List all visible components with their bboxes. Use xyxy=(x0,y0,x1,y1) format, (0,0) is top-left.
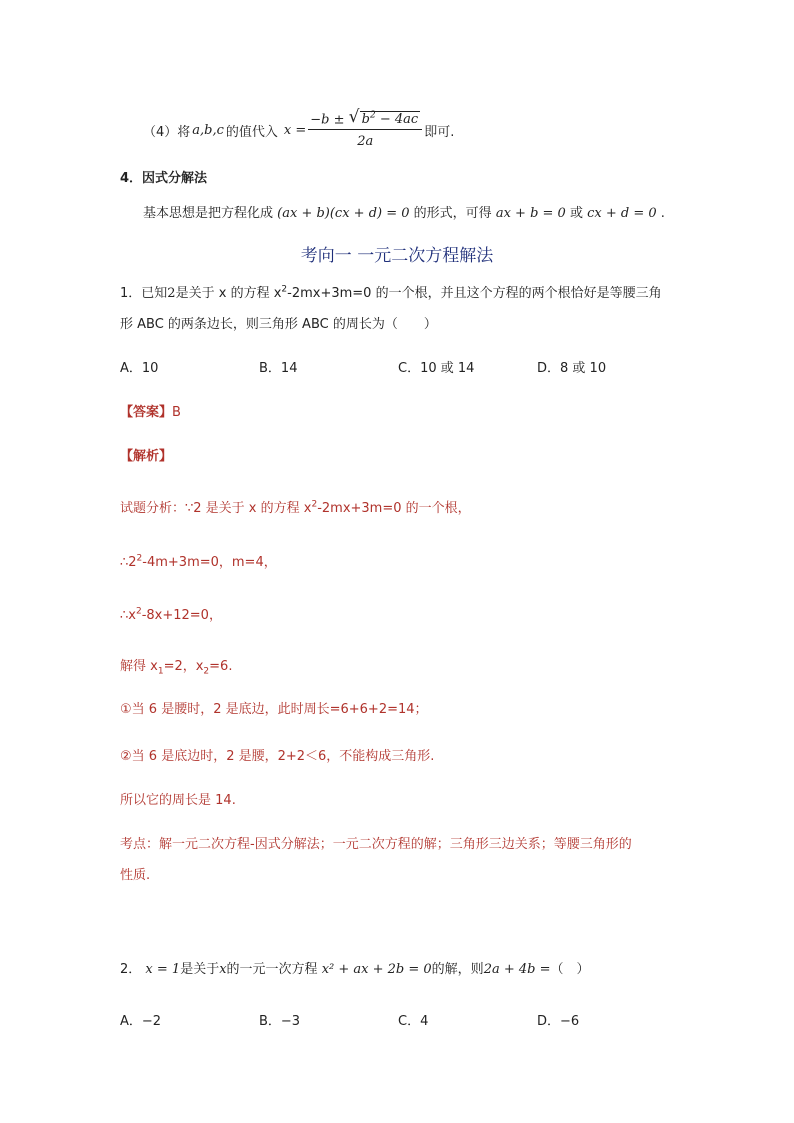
analysis-l1-sup: 2 xyxy=(311,499,318,510)
section4-title: 4．因式分解法 xyxy=(120,171,208,186)
answer-label: 【答案】 xyxy=(120,405,173,420)
analysis-l7-post: . xyxy=(231,793,236,808)
analysis-l1-post: -2mx+3m=0 的一个根， xyxy=(317,501,471,516)
rad-exp: 2 xyxy=(370,110,376,121)
section4-line-pre: 基本思想是把方程化成 xyxy=(143,206,274,221)
q2-t3: 的解，则 xyxy=(431,962,484,977)
q2-eq-x: x = 1 xyxy=(145,962,181,977)
q1-sup2: 2 xyxy=(281,284,288,295)
analysis-l7-val: 14 xyxy=(215,793,232,808)
analysis-line4 xyxy=(120,655,232,677)
q1-line1-pre: 1．已知 xyxy=(120,286,168,301)
q1-line1-a: 是关于 xyxy=(175,286,215,301)
q2-t4: （ ） xyxy=(550,962,590,977)
analysis-line7 xyxy=(120,789,236,808)
q1-n2: 2 xyxy=(167,286,176,301)
answer-line xyxy=(120,401,181,420)
analysis-l7-pre: 所以它的周长是 xyxy=(120,793,216,808)
q2-line xyxy=(120,958,590,977)
section4-eq1: (ax + b)(cx + d) = 0 xyxy=(277,206,410,221)
formula-num-pre: −b ± xyxy=(310,112,345,128)
analysis-label: 【解析】 xyxy=(120,449,173,464)
q2-option-b: B．−3 xyxy=(259,1014,301,1029)
analysis-l3-pre: ∴x xyxy=(120,608,136,623)
section-heading: 考向一 一元二次方程解法 xyxy=(300,246,494,266)
analysis-line6: ②当 6 是底边时，2 是腰，2+2＜6，不能构成三角形. xyxy=(120,749,435,764)
analysis-line1 xyxy=(120,497,471,516)
step4-line xyxy=(143,106,454,154)
q1-line2: 形 ABC 的两条边长，则三角形 ABC 的周长为（ ） xyxy=(120,317,437,332)
q1-x: x xyxy=(218,286,227,301)
rad-rest: − 4ac xyxy=(375,112,419,128)
analysis-line9: 性质. xyxy=(120,868,151,883)
q1-line1 xyxy=(120,282,662,301)
analysis-l1-pre: 试题分析：∵2 是关于 x 的方程 x xyxy=(120,501,312,516)
section4-eq3: cx + d = 0 xyxy=(587,206,657,221)
q2-var: x xyxy=(219,962,227,977)
step4-vars: a,b,c xyxy=(192,122,224,138)
q2-option-d: D．−6 xyxy=(537,1014,580,1029)
q2-num: 2． xyxy=(120,962,142,977)
step4-mid: 的值代入 xyxy=(225,124,278,140)
step4-tail: 即可. xyxy=(424,124,455,140)
analysis-line5: ①当 6 是腰时，2 是底边，此时周长=6+6+2=14； xyxy=(120,702,428,717)
q1-option-a: A．10 xyxy=(120,361,159,376)
section4-or: 或 xyxy=(569,206,583,221)
q1-line1-b: 的方程 x xyxy=(230,286,282,301)
radical-icon: √ xyxy=(348,106,360,127)
analysis-l4-mid: =2，x xyxy=(163,659,204,674)
q2-option-c: C．4 xyxy=(398,1014,429,1029)
analysis-l2-post: -4m+3m=0，m=4， xyxy=(142,555,277,570)
quadratic-formula xyxy=(308,106,422,150)
analysis-line3 xyxy=(120,604,222,623)
formula-den: 2a xyxy=(357,134,374,150)
section4-line xyxy=(143,202,665,221)
step4-label: （4）将 xyxy=(143,124,191,140)
analysis-l2-sup: 2 xyxy=(136,553,143,564)
q2-t1: 是关于 xyxy=(180,962,220,977)
analysis-l2-pre: ∴2 xyxy=(120,555,137,570)
analysis-l4-s1: 1 xyxy=(157,666,164,677)
q2-eq-main: x² + ax + 2b = 0 xyxy=(321,962,432,977)
q2-option-a: A．−2 xyxy=(120,1014,162,1029)
q2-t2: 的一元一次方程 xyxy=(226,962,318,977)
q1-option-c: C．10 或 14 xyxy=(398,361,475,376)
q1-line1-c: -2mx+3m=0 的一个根，并且这个方程的两个根恰好是等腰三角 xyxy=(287,286,662,301)
analysis-l4-post: =6. xyxy=(209,659,233,674)
analysis-line8: 考点：解一元二次方程-因式分解法；一元二次方程的解；三角形三边关系；等腰三角形的 xyxy=(120,837,632,852)
analysis-l3-sup: 2 xyxy=(135,606,142,617)
section4-eq2: ax + b = 0 xyxy=(495,206,566,221)
analysis-line2 xyxy=(120,551,277,570)
sqrt-radical xyxy=(348,106,421,128)
answer-value: B xyxy=(172,405,181,420)
analysis-l4-s2: 2 xyxy=(203,666,210,677)
q1-option-d: D．8 或 10 xyxy=(537,361,607,376)
q1-option-b: B．14 xyxy=(259,361,298,376)
section4-end: . xyxy=(660,206,665,221)
rad-b: b xyxy=(361,112,370,128)
section4-line-mid: 的形式，可得 xyxy=(413,206,492,221)
q2-expr: 2a + 4b = xyxy=(483,962,551,977)
step4-lhs: x = xyxy=(283,122,307,138)
analysis-l3-post: -8x+12=0， xyxy=(141,608,222,623)
analysis-l4-pre: 解得 x xyxy=(120,659,158,674)
